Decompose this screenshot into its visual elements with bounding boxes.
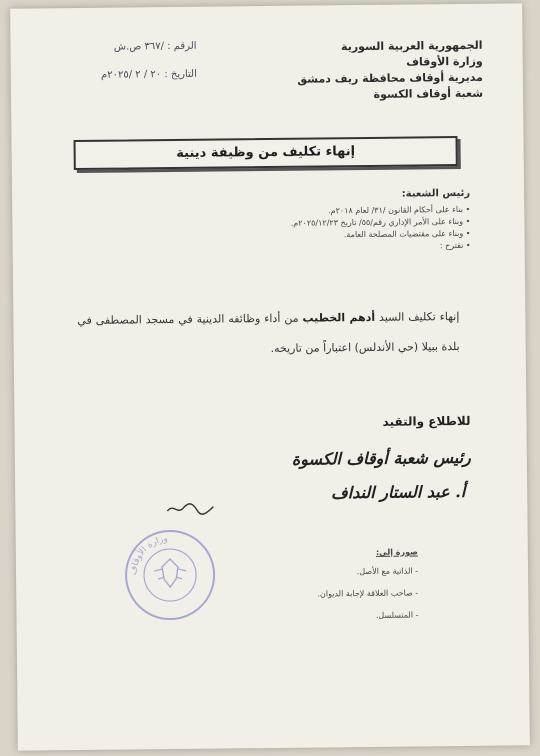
- body-part-2: من أداء وظائفه الدينية في مسجد المصطفى في بلدة ببيلا (حي الأندلس) اعتباراً من تاريخه.: [77, 311, 460, 355]
- eagle-emblem-icon: [162, 559, 178, 587]
- document-page: [10, 3, 530, 750]
- copy-item: - المتسلسل.: [218, 604, 418, 628]
- subject-title: إنهاء تكليف من وظيفة دينية: [74, 136, 458, 170]
- division-line: شعبة أوقاف الكسوة: [373, 86, 484, 101]
- stamp-text: وزارة الأوقاف: [128, 534, 169, 576]
- ministry-line: وزارة الأوقاف: [406, 54, 483, 69]
- copy-item: - الذاتية مع الأصل.: [218, 560, 418, 584]
- notice-line: للاطلاع والتقيد: [382, 413, 471, 429]
- reference-block: [46, 33, 197, 91]
- basis-item: • وبناء على الأمر الإداري رقم/٥٥/ تاريخ ٢٠٢٥/١٢/٢٣م.: [240, 216, 470, 230]
- decision-body: [77, 302, 460, 366]
- basis-item: • بناء على أحكام القانون /٣١/ لعام ٢٠١٨م.: [240, 204, 470, 218]
- copies-heading: صورة إلى:: [375, 547, 418, 557]
- directorate-line: مديرية أوقاف محافظة ريف دمشق: [297, 70, 483, 86]
- basis-item: • نقترح :: [241, 240, 471, 254]
- republic-line: الجمهورية العربية السورية: [340, 38, 483, 54]
- signature-scribble: [165, 499, 215, 520]
- body-part-1: إنهاء تكليف السيد: [375, 310, 460, 324]
- official-stamp: [124, 529, 217, 622]
- basis-list: [240, 204, 470, 254]
- reference-number: الرقم : /٣٦٧ ص.ش: [113, 40, 197, 53]
- signature-name: أ. عبد الستار النداف: [331, 481, 466, 503]
- chief-label: رئيس الشعبة:: [401, 187, 471, 200]
- letterhead: [252, 38, 483, 104]
- basis-item: • وبناء على مقتضيات المصلحة العامة.: [240, 228, 470, 242]
- signature-title: رئيس شعبة أوقاف الكسوة: [291, 447, 471, 469]
- person-name: أدهم الخطيب: [302, 310, 376, 325]
- copies-block: [218, 544, 419, 628]
- copy-item: - صاحب العلاقة لإجابة الديوان.: [218, 582, 418, 606]
- reference-date: التاريخ : ٢٠ / ٢ /٢٠٢٥م: [100, 68, 197, 81]
